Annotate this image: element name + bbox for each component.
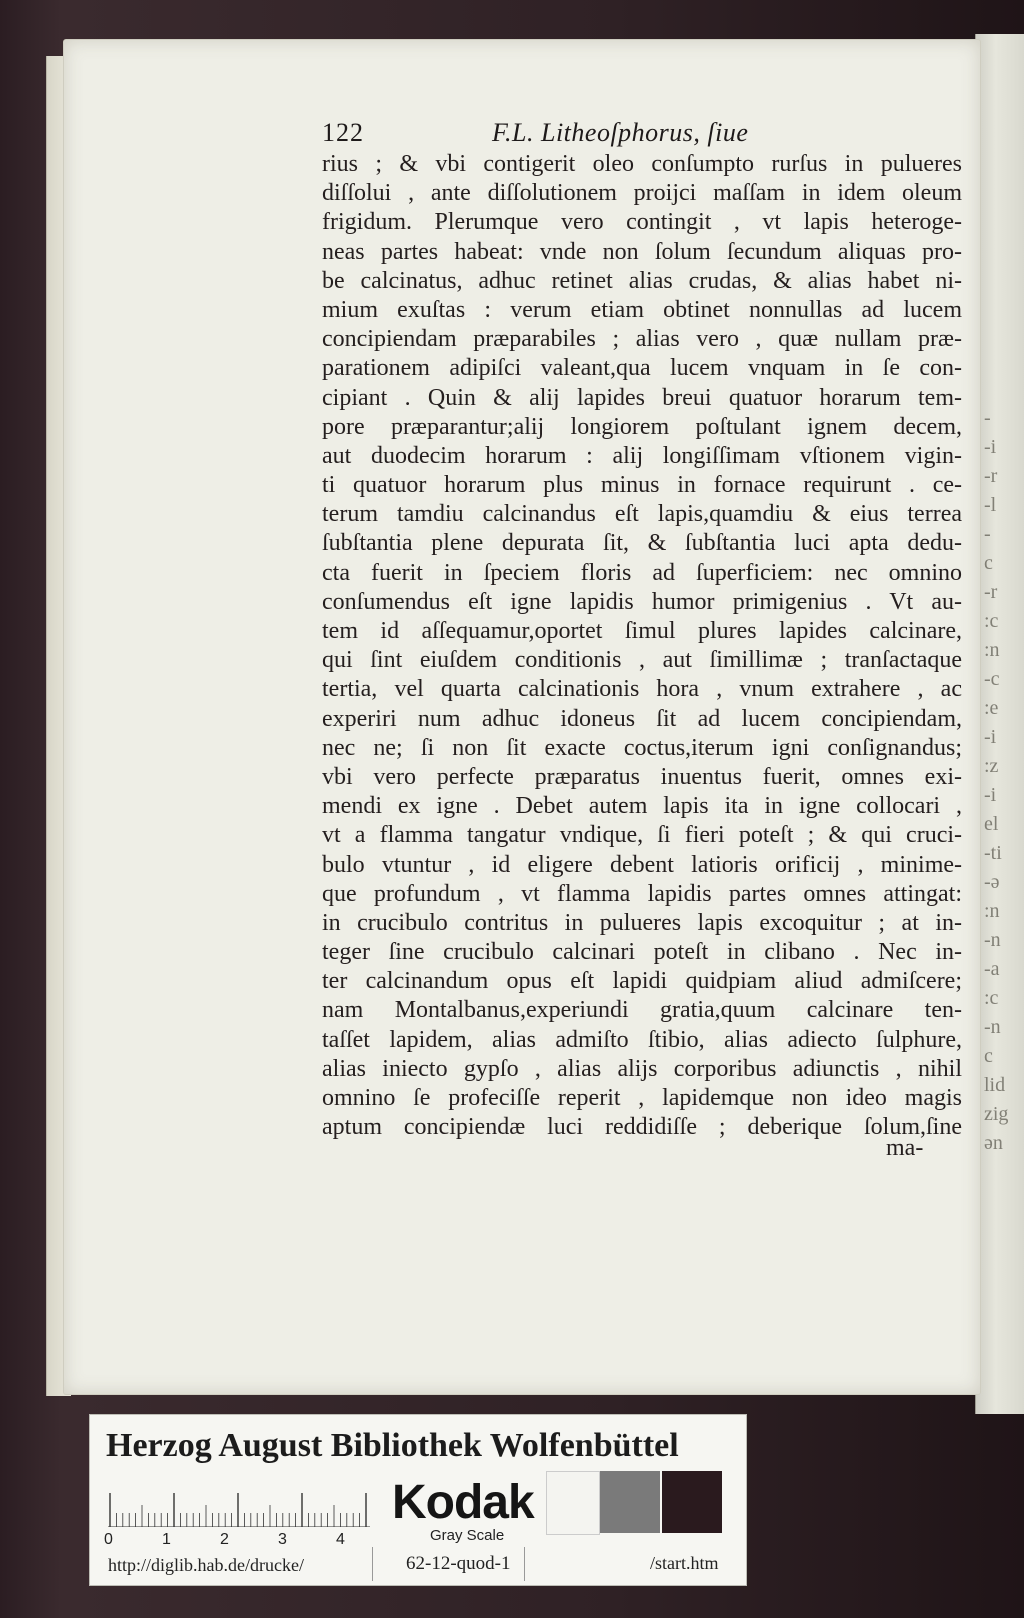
text-line: neas partes habeat: vnde non ſolum ſecundum aliquas pro- [322,238,962,265]
archive-label-card [89,1414,747,1586]
next-leaf-edge [975,34,1024,1414]
text-line: ter calcinandum opus eſt lapidi quidpiam aliud admiſcere; [322,968,962,995]
text-line: terum tamdiu calcinandus eſt lapis,quamdiu & eius terrea [322,501,962,528]
text-line: ſubſtantia plene depurata ſit, & ſubſtantia luci apta dedu- [322,530,962,557]
library-url: http://diglib.hab.de/drucke/ [108,1555,304,1575]
text-line: vt a flamma tangatur vndique, ſi fieri poteſt ; & qui cruci- [322,822,962,849]
text-line: vbi vero perfecte præparatus inuentus fuerit, omnes exi- [322,763,962,790]
text-line: alias iniecto gypſo , alias alijs corporibus adiunctis , nihil [322,1055,962,1082]
text-line: concipiendam præparabiles ; alias vero , quæ nullam præ- [322,326,962,353]
ruler-number: 1 [162,1531,171,1548]
text-line: aut duodecim horarum : alij longiſſimam vſtionem vigin- [322,442,962,469]
text-line: mium exuſtas : verum etiam obtinet nonnullas ad lucem [322,296,962,323]
text-line: bulo vtuntur , id eligere debent latioris orificij , minime- [322,851,962,878]
folio-number: 122 [322,118,364,147]
next-leaf-glyphs: - -i -r -l - c -r :c :n -c :e -i :z -i el -ti -ə :n -n -a :c -n c lid zig ən [984,407,1009,1154]
text-line: nec ne; ſi non ſit exacte coctus,iterum igni conſignandus; [322,734,962,761]
text-line: que profundum , vt flamma lapidis partes omnes attingat: [322,880,962,907]
body-text [322,150,962,1142]
text-line: pore præparantur;alij longiorem poſtulant ignem decem, [322,413,962,440]
gray-scale-label: Gray Scale [430,1527,505,1544]
swatch-dark [662,1471,722,1533]
ruler-numbers [104,1531,364,1551]
catchword: ma- [886,1135,924,1161]
swatch-mid [600,1471,660,1533]
kodak-brand: Kodak [392,1476,534,1529]
ruler-number: 2 [220,1531,229,1548]
start-page-path: /start.htm [650,1553,719,1573]
text-line: nam Montalbanus,experiundi gratia,quum calcinare ten- [322,997,962,1024]
text-line: be calcinatus, adhuc retinet alias crudas, & alias habet ni- [322,267,962,294]
text-line: frigidum. Plerumque vero contingit , vt lapis heteroge- [322,209,962,236]
text-line: qui ſint eiuſdem conditionis , aut ſimillimæ ; tranſactaque [322,647,962,674]
text-line: experiri num adhuc idoneus ſit ad lucem concipiendam, [322,705,962,732]
label-separator [524,1547,525,1581]
text-line: mendi ex igne . Debet autem lapis ita in igne collocari , [322,793,962,820]
text-line: teger ſine crucibulo calcinari poteſt in clibano . Nec in- [322,939,962,966]
text-line: rius ; & vbi contigerit oleo conſumpto rurſus in pulueres [322,151,962,177]
running-head-title: F.L. Litheoſphorus, ſiue [492,118,749,147]
label-separator [372,1547,373,1581]
running-head [322,118,962,154]
text-line: diſſolui , ante diſſolutionem proijci maſſam in idem oleum [322,180,962,207]
text-line: aptum concipiendæ luci reddidiſſe ; deberique ſolum,ſine [322,1114,962,1141]
text-line: taſſet lapidem, alias admiſto ſtibio, alias adiecto ſulphure, [322,1026,962,1053]
text-line: omnino ſe profeciſſe reperit , lapidemque non ideo magis [322,1085,962,1111]
ruler-number: 4 [336,1531,345,1548]
shelfmark: 62-12-quod-1 [406,1553,511,1574]
swatch-light [546,1471,600,1535]
text-line: in crucibulo contritus in pulueres lapis excoquitur ; at in- [322,909,962,936]
text-line: cta fuerit in ſpeciem floris ad ſuperficiem: nec omnino [322,559,962,586]
ruler-scale [108,1487,370,1527]
text-line: conſumendus eſt igne lapidis humor primigenius . Vt au- [322,588,962,615]
text-line: ti quatuor horarum plus minus in fornace requirunt . ce- [322,472,962,499]
ruler-number: 3 [278,1531,287,1548]
text-line: parationem adipiſci valeant,qua lucem vnquam in ſe con- [322,355,962,382]
text-line: tertia, vel quarta calcinationis hora , vnum extrahere , ac [322,676,962,703]
text-line: cipiant . Quin & alij lapides breui quatuor horarum tem- [322,384,962,411]
library-name: Herzog August Bibliothek Wolfenbüttel [106,1427,679,1464]
ruler-number: 0 [104,1531,113,1548]
text-line: tem id aſſequamur,oportet ſimul plures lapides calcinare, [322,618,962,644]
